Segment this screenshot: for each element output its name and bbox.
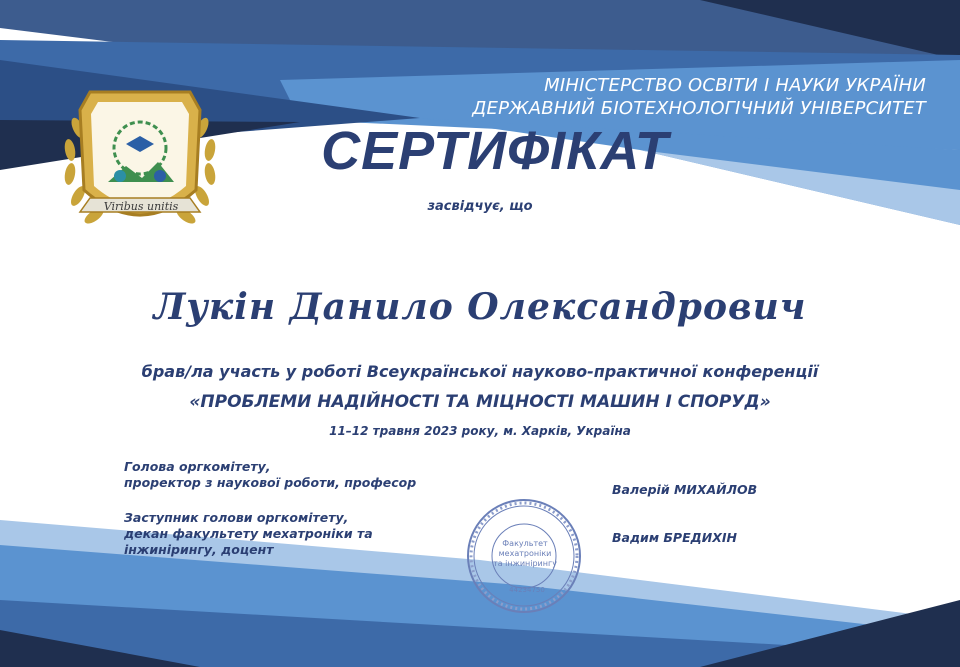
signatory-1-role-line: проректор з наукової роботи, професор xyxy=(124,475,417,490)
emblem-motto: Viribus unitis xyxy=(103,200,179,213)
signatory-1-role xyxy=(124,459,416,491)
stamp-line: мехатроніки xyxy=(498,549,552,558)
stamp-code: 44234750 xyxy=(509,586,545,594)
conference-dates: 11–12 травня 2023 року, м. Харків, Україна xyxy=(329,424,631,438)
signatory-2-role-line: інжинірингу, доцент xyxy=(124,542,274,557)
recipient-name: Лукін Данило Олександрович xyxy=(153,286,807,328)
ministry-name: МІНІСТЕРСТВО ОСВІТИ І НАУКИ УКРАЇНИ xyxy=(544,75,926,96)
signatory-2-role-line: декан факультету мехатроніки та xyxy=(124,526,373,541)
signatory-2-role-line: Заступник голови оргкомітету, xyxy=(124,510,349,525)
stamp-line: Факультет xyxy=(502,539,548,548)
university-name: ДЕРЖАВНИЙ БІОТЕХНОЛОГІЧНИЙ УНІВЕРСИТЕТ xyxy=(472,98,926,119)
participation-text: брав/ла участь у роботі Всеукраїнської науково-практичної конференції xyxy=(141,362,819,381)
signatory-1-name: Валерій МИХАЙЛОВ xyxy=(612,482,758,497)
stamp-line: та інжинірингу xyxy=(493,559,557,568)
certificate-title: СЕРТИФІКАТ xyxy=(321,121,669,181)
signatory-2-name: Вадим БРЕДИХІН xyxy=(612,530,737,545)
conference-title: «ПРОБЛЕМИ НАДІЙНОСТІ ТА МІЦНОСТІ МАШИН І СПОРУД» xyxy=(189,392,771,412)
university-crest-icon xyxy=(50,80,230,242)
signatory-1-role-line: Голова оргкомітету, xyxy=(124,459,271,474)
stamp-center-text xyxy=(490,539,560,569)
certifies-text: засвідчує, що xyxy=(427,199,533,214)
signatory-2-role xyxy=(124,510,373,558)
